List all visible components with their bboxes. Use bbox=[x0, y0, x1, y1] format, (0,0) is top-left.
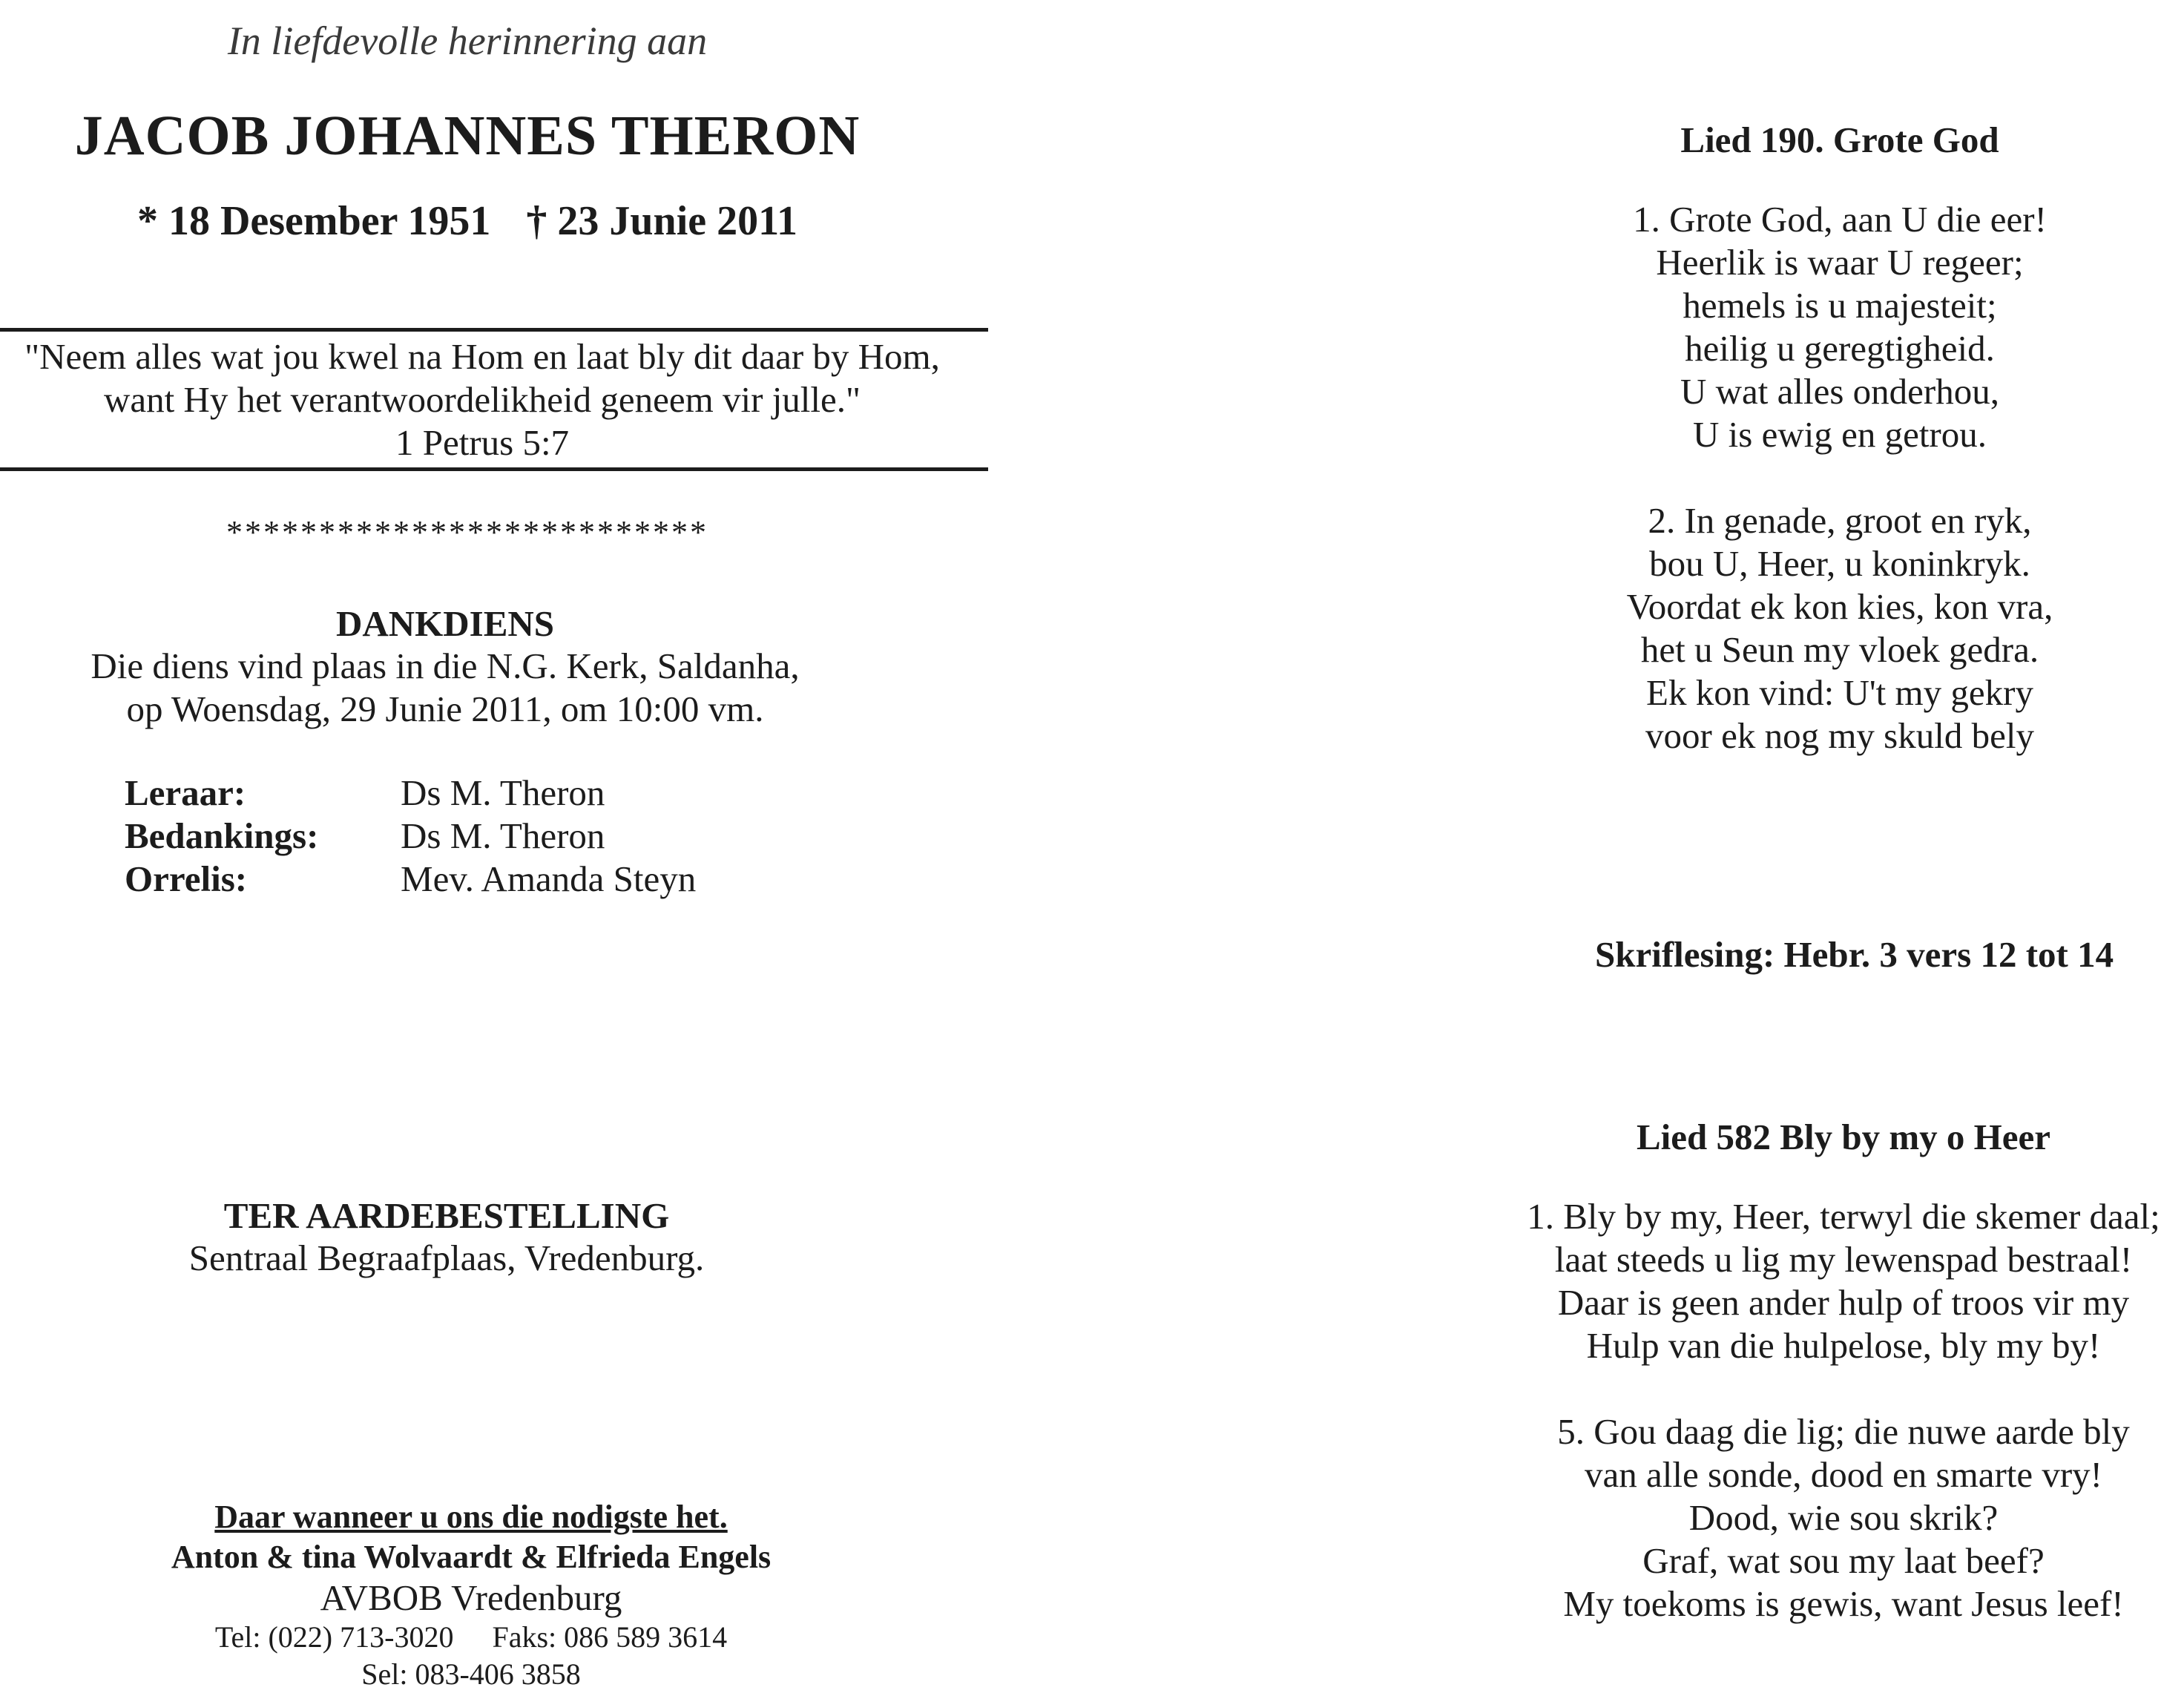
verse-line: 1. Grote God, aan U die eer! bbox=[1633, 199, 2047, 240]
undertaker-slogan: Daar wanneer u ons die nodigste het. bbox=[214, 1499, 728, 1535]
burial-place: Sentraal Begraafplaas, Vredenburg. bbox=[188, 1237, 705, 1278]
burial-title: TER AARDEBESTELLING bbox=[223, 1195, 670, 1236]
service-line: Die diens vind plaas in die N.G. Kerk, Saldanha, bbox=[91, 645, 800, 686]
verse-line: Voordat ek kon kies, kon vra, bbox=[1626, 586, 2053, 627]
verse-line: bou U, Heer, u koninkryk. bbox=[1649, 543, 2030, 584]
officials-list bbox=[125, 772, 696, 901]
quote-line: "Neem alles wat jou kwel na Hom en laat bly dit daar by Hom, bbox=[24, 336, 940, 377]
hymn-title: Lied 582 Bly by my o Heer bbox=[1636, 1117, 2051, 1157]
service-title: DANKDIENS bbox=[335, 603, 555, 644]
verse-line: van alle sonde, dood en smarte vry! bbox=[1584, 1454, 2103, 1495]
verse-line: het u Seun my vloek gedra. bbox=[1640, 629, 2039, 670]
official-person: Mev. Amanda Steyn bbox=[401, 858, 697, 899]
hymn-582 bbox=[1469, 1116, 2184, 1625]
verse-line: laat steeds u lig my lewenspad bestraal! bbox=[1554, 1239, 2133, 1280]
official-row bbox=[125, 858, 696, 901]
verse-line: U is ewig en getrou. bbox=[1693, 414, 1987, 455]
official-person: Ds M. Theron bbox=[401, 772, 605, 813]
hymn-verse bbox=[1469, 499, 2184, 757]
quote-reference: 1 Petrus 5:7 bbox=[395, 422, 570, 463]
undertaker-names: Anton & tina Wolvaardt & Elfrieda Engels bbox=[171, 1539, 772, 1575]
burial-section bbox=[0, 1194, 893, 1280]
quote-line: want Hy het verantwoordelikheid geneem vir julle." bbox=[103, 379, 861, 420]
verse-line: Daar is geen ander hulp of troos vir my bbox=[1557, 1282, 2130, 1323]
deceased-name: JACOB JOHANNES THERON bbox=[74, 105, 861, 167]
birth-date: * 18 Desember 1951 bbox=[136, 198, 491, 244]
official-role: Orrelis: bbox=[125, 858, 248, 899]
bottom-rule bbox=[0, 467, 988, 471]
service-section bbox=[0, 602, 890, 731]
verse-line: hemels is u majesteit; bbox=[1683, 285, 1997, 326]
verse-line: Hulp van die hulpelose, bly my by! bbox=[1586, 1325, 2101, 1366]
cellphone: Sel: 083-406 3858 bbox=[361, 1657, 581, 1691]
hymn-title: Lied 190. Grote God bbox=[1680, 119, 1999, 160]
official-row bbox=[125, 772, 696, 815]
official-role: Bedankings: bbox=[125, 815, 319, 856]
verse-line: 2. In genade, groot en ryk, bbox=[1648, 500, 2032, 541]
verse-line: Graf, wat sou my laat beef? bbox=[1642, 1540, 2045, 1581]
star-separator: ************************** bbox=[226, 514, 708, 550]
verse-line: Ek kon vind: U't my gekry bbox=[1646, 672, 2033, 713]
fax: Faks: 086 589 3614 bbox=[492, 1620, 728, 1654]
scripture-reading: Skriflesing: Hebr. 3 vers 12 tot 14 bbox=[1595, 934, 2114, 975]
undertaker-company: AVBOB Vredenburg bbox=[320, 1577, 622, 1618]
phone-fax-line bbox=[0, 1619, 942, 1656]
official-role: Leraar: bbox=[125, 772, 246, 813]
official-person: Ds M. Theron bbox=[401, 815, 605, 856]
verse-line: Dood, wie sou skrik? bbox=[1688, 1497, 1999, 1538]
verse-line: voor ek nog my skuld bely bbox=[1645, 715, 2034, 756]
telephone: Tel: (022) 713-3020 bbox=[214, 1620, 454, 1654]
dedication-line: In liefdevolle herinnering aan bbox=[227, 19, 708, 63]
verse-line: 5. Gou daag die lig; die nuwe aarde bly bbox=[1557, 1411, 2130, 1452]
verse-line: Heerlik is waar U regeer; bbox=[1656, 242, 2024, 283]
hymn-verse bbox=[1469, 1195, 2184, 1367]
undertaker-contact bbox=[0, 1497, 942, 1693]
verse-line: My toekoms is gewis, want Jesus leef! bbox=[1563, 1583, 2124, 1624]
verse-line: 1. Bly by my, Heer, terwyl die skemer daal; bbox=[1527, 1196, 2160, 1237]
service-line: op Woensdag, 29 Junie 2011, om 10:00 vm. bbox=[126, 688, 764, 729]
life-dates bbox=[0, 197, 935, 245]
verse-line: U wat alles onderhou, bbox=[1680, 371, 1999, 412]
death-date: † 23 Junie 2011 bbox=[526, 198, 798, 244]
hymn-verse bbox=[1469, 1410, 2184, 1625]
top-rule bbox=[0, 328, 988, 332]
hymn-190 bbox=[1469, 119, 2184, 757]
scripture-quote bbox=[0, 335, 964, 464]
official-row bbox=[125, 815, 696, 858]
verse-line: heilig u geregtigheid. bbox=[1685, 328, 1995, 369]
hymn-verse bbox=[1469, 198, 2184, 456]
